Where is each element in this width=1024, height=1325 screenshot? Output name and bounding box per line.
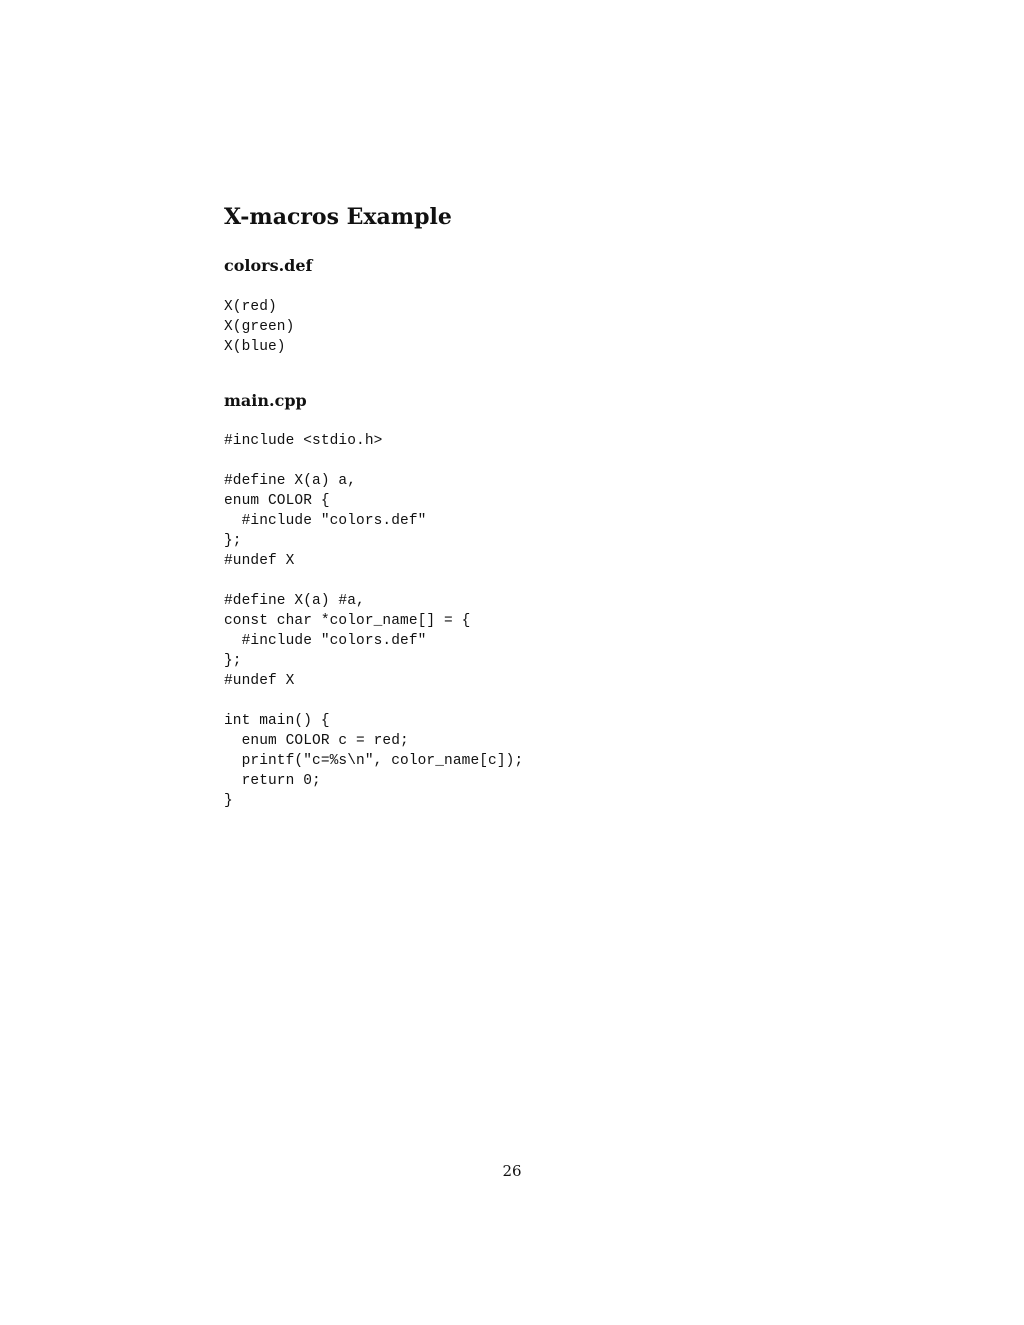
code-block-colors-def <box>224 297 294 357</box>
section-title: X-macros Example <box>224 204 452 230</box>
code-line: #include <stdio.h> <box>224 433 383 449</box>
code-line: #undef X <box>224 553 295 569</box>
file-heading-main-cpp: main.cpp <box>224 391 307 410</box>
code-line: X(red) <box>224 299 277 315</box>
code-line: enum COLOR c = red; <box>224 733 409 749</box>
code-line: printf("c=%s\n", color_name[c]); <box>224 753 524 769</box>
code-line: enum COLOR { <box>224 493 330 509</box>
code-line: #include "colors.def" <box>224 633 427 649</box>
code-line: #define X(a) a, <box>224 473 357 489</box>
code-line: X(blue) <box>224 339 286 355</box>
code-line: }; <box>224 533 242 549</box>
code-line: X(green) <box>224 319 295 335</box>
code-line: #include "colors.def" <box>224 513 427 529</box>
code-line <box>224 691 523 711</box>
code-line: } <box>224 793 233 809</box>
code-line <box>224 451 523 471</box>
code-line: int main() { <box>224 713 330 729</box>
code-line <box>224 571 523 591</box>
code-line: const char *color_name[] = { <box>224 613 471 629</box>
code-line: #define X(a) #a, <box>224 593 365 609</box>
code-line: #undef X <box>224 673 295 689</box>
page-number: 26 <box>502 1162 522 1180</box>
code-block-main-cpp <box>224 431 523 811</box>
file-heading-colors-def: colors.def <box>224 256 313 275</box>
code-line: return 0; <box>224 773 321 789</box>
code-line: }; <box>224 653 242 669</box>
